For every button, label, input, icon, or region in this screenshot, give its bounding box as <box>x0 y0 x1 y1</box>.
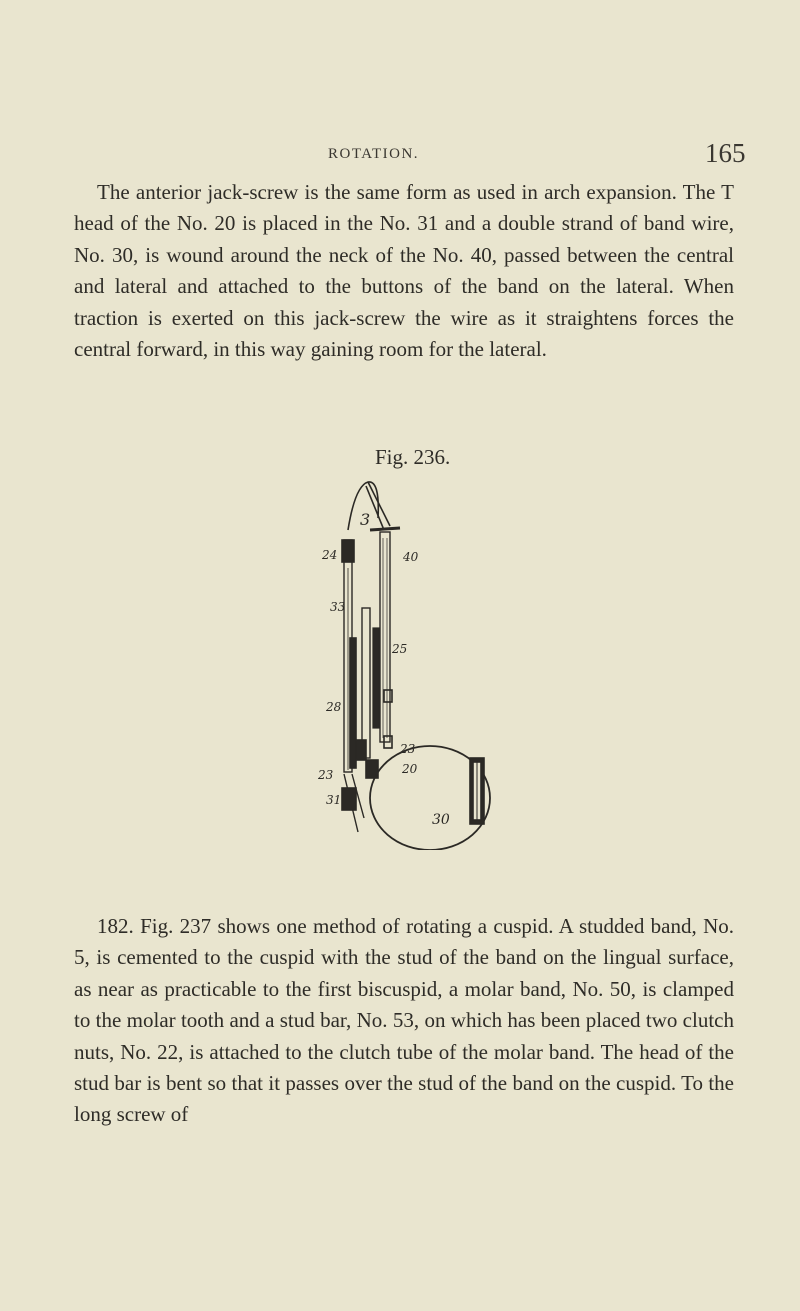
figure-label: 40 <box>403 550 419 564</box>
figure-label: 31 <box>326 793 342 807</box>
running-head <box>0 138 800 178</box>
figure-label: 23 <box>318 768 334 782</box>
figure-label: 25 <box>392 642 408 656</box>
running-title: ROTATION. <box>328 146 420 162</box>
figure-label: 24 <box>322 548 338 562</box>
paragraph-jack-screw: The anterior jack-screw is the same form as used in arch expansion. The T head of the No. 20 is placed in the No. 31 and a double strand of band wire, No. 30, is wound around the neck of the No. 40, passed between the central and lateral and attached to the buttons of the band on the lateral. When traction is exerted on this jack-screw the wire as it straightens forces the central forward, in this way gaining room for the lateral. <box>74 180 734 362</box>
figure-label: 33 <box>330 600 346 614</box>
page-number: 165 <box>705 138 746 168</box>
figure-label: 20 <box>402 762 418 776</box>
figure-label: 28 <box>326 700 342 714</box>
figure-label: 23 <box>400 742 416 756</box>
paragraph-182-rotating-cuspid: 182. Fig. 237 shows one method of rotating a cuspid. A studded band, No. 5, is cemented to the cuspid with the stud of the band on the lingual surface, as near as practicable to the first biscuspid, a molar band, No. 50, is clamped to the molar tooth and a stud bar, No. 53, on which has been placed two clutch nuts, No. 22, is attached to the clutch tube of the molar band. The head of the stud bar is bent so that it passes over the stud of the band on the cuspid. To the long screw of <box>74 914 734 1127</box>
figure-caption: Fig. 236. <box>375 445 451 469</box>
figure-236-jack-screw-illustration <box>300 478 500 850</box>
figure-label: 3 <box>360 510 371 529</box>
figure-label: 30 <box>432 812 450 828</box>
